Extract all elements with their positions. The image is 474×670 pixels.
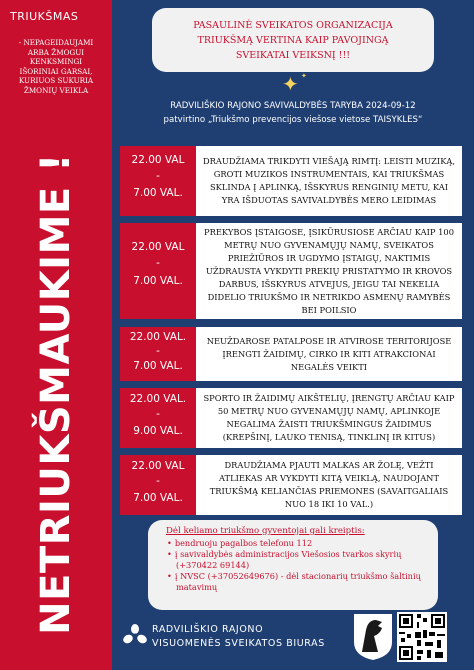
time-block <box>120 455 196 515</box>
rule-text: NEUŽDAROSE PATALPOSE IR ATVIROSE TERITORIJOSE ĮRENGTI ŽAIDIMŲ, CIRKO IR KITI ATRAKCIONAI NEGALĖS VEIKTI <box>206 335 452 372</box>
decree-line-2: patvirtino „Triukšmo prevencijos viešose vietose TAISYKLES“ <box>163 115 423 125</box>
contact-item: • bendruoju pagalbos telefonu 112 <box>176 538 424 549</box>
time-dash: - <box>156 475 160 487</box>
contact-item: • į NVSC (+37052649676) - dėl stacionarių triukšmo šaltinių matavimų <box>176 571 424 593</box>
time-start: 22.00 VAL <box>131 154 185 166</box>
org-name-line-2: VISUOMENĖS SVEIKATOS BIURAS <box>152 638 325 649</box>
time-block <box>120 146 196 216</box>
banner-line: PASAULINĖ SVEIKATOS ORGANIZACIJA <box>193 20 393 31</box>
sidebar-title: TRIUKŠMAS <box>10 10 79 23</box>
desc-line: ŽMONIŲ VEIKLA <box>23 85 89 95</box>
contact-item: • į savivaldybės administracijos Viešosios tvarkos skyrių (+370422 69144) <box>176 549 424 571</box>
desc-line: - NEPAGEIDAUJAMI <box>18 38 94 47</box>
main-panel <box>112 0 474 670</box>
coat-of-arms-icon <box>352 612 394 662</box>
decree-line-1: RADVILIŠKIO RAJONO SAVIVALDYBĖS TARYBA 2024-09-12 <box>170 101 416 111</box>
time-start: 22.00 VAL <box>131 460 185 472</box>
rule-text: SPORTO IR ŽAIDIMŲ AIKŠTELIŲ, ĮRENGTŲ ARČIAU KAIP 50 METRŲ NUO GYVENAMŲJŲ NAMŲ, APLINKOJE NEGALIMA ŽAISTI TRIUKŠMINGUS ŽAIDIMUS (KREPŠINĮ, LAUKO TENISĄ, TINKLINĮ IR KITUS) <box>203 393 455 442</box>
time-end: 7.00 VAL. <box>133 275 183 287</box>
rule-text: PREKYBOS ĮSTAIGOSE, ĮSIKŪRUSIOSE ARČIAU KAIP 100 METRŲ NUO GYVENAMŲJŲ NAMŲ, SVEIKATOS PRIEŽIŪROS IR UGDYMO ĮSTAIGŲ, NAKTIMIS UŽDRAUSTA VYKDYTI PREKIŲ PRISTATYMO IR KROVOS DARBUS, IŠSKYRUS ATVEJUS, JEIGU TAI NEKELIA DIDELIO TRIUKŠMO IR NETRIKDO ASMENŲ RAMYBĖS BEI POILSIO <box>204 226 454 315</box>
time-end: 7.00 VAL. <box>133 187 183 199</box>
time-dash: - <box>156 170 160 182</box>
time-start: 22.00 VAL. <box>129 331 187 343</box>
time-block <box>120 388 196 448</box>
left-sidebar <box>0 0 112 670</box>
time-block <box>120 327 196 381</box>
time-end: 9.00 VAL. <box>133 425 183 437</box>
org-name-line-1: RADVILIŠKIO RAJONO <box>152 624 264 635</box>
banner-line: TRIUKŠMĄ VERTINA KAIP PAVOJINGĄ <box>197 35 389 46</box>
rule-text: DRAUDŽIAMA PJAUTI MALKAS AR ŽOLĘ, VEŽTI ATLIEKAS AR VYKDYTI KITĄ VEIKLĄ, NAUDOJANT TRIUKŠMĄ KELIANČIAS PRIEMONES (SAVAITGALIAIS NUO 18 IKI 10 VAL.) <box>209 460 449 509</box>
rule-card <box>120 455 462 515</box>
sidebar-description <box>6 38 106 95</box>
decree-text <box>112 99 474 127</box>
desc-line: KURIUOS SUKURIA <box>18 76 94 85</box>
contact-box <box>148 520 438 610</box>
time-end: 7.00 VAL. <box>133 360 183 372</box>
time-block <box>120 223 196 319</box>
sparkle-dot-icon: ✦ <box>301 72 307 80</box>
contact-heading: Dėl keliamo triukšmo gyventojai gali kreiptis: <box>166 526 365 536</box>
banner-line: SVEIKATAI VEIKSNĮ !!! <box>235 50 351 61</box>
rule-text: DRAUDŽIAMA TRIKDYTI VIEŠAJĄ RIMTĮ: LEISTI MUZIKĄ, GROTI MUZIKOS INSTRUMENTAIS, KAI TRIUKŠMAS SKLINDA Į APLINKĄ, IŠSKYRUS RENGINIŲ METU, KAI YRA IŠDUOTAS SAVIVALDYBĖS MERO LEIDIMAS <box>202 156 456 205</box>
time-dash: - <box>156 257 160 269</box>
time-end: 7.00 VAL. <box>133 492 183 504</box>
time-dash: - <box>156 345 160 357</box>
contact-list <box>166 538 424 593</box>
rule-card <box>120 388 462 448</box>
vertical-slogan: NETRIUKŠMAUKIME ! <box>33 153 79 635</box>
desc-line: IŠORINIAI GARSAI, <box>19 66 93 76</box>
time-start: 22.00 VAL <box>131 241 185 253</box>
desc-line: KENKSMINGI <box>29 57 83 66</box>
rule-card <box>120 223 462 319</box>
sparkle-star-icon: ✦ <box>282 72 299 96</box>
who-banner <box>152 8 434 72</box>
time-start: 22.00 VAL. <box>129 393 187 405</box>
time-dash: - <box>156 408 160 420</box>
organization-logo-icon <box>122 622 148 646</box>
desc-line: ARBA ŽMOGUI <box>27 47 85 57</box>
qr-code-icon[interactable] <box>397 612 447 662</box>
rule-card <box>120 146 462 216</box>
rule-card <box>120 327 462 381</box>
